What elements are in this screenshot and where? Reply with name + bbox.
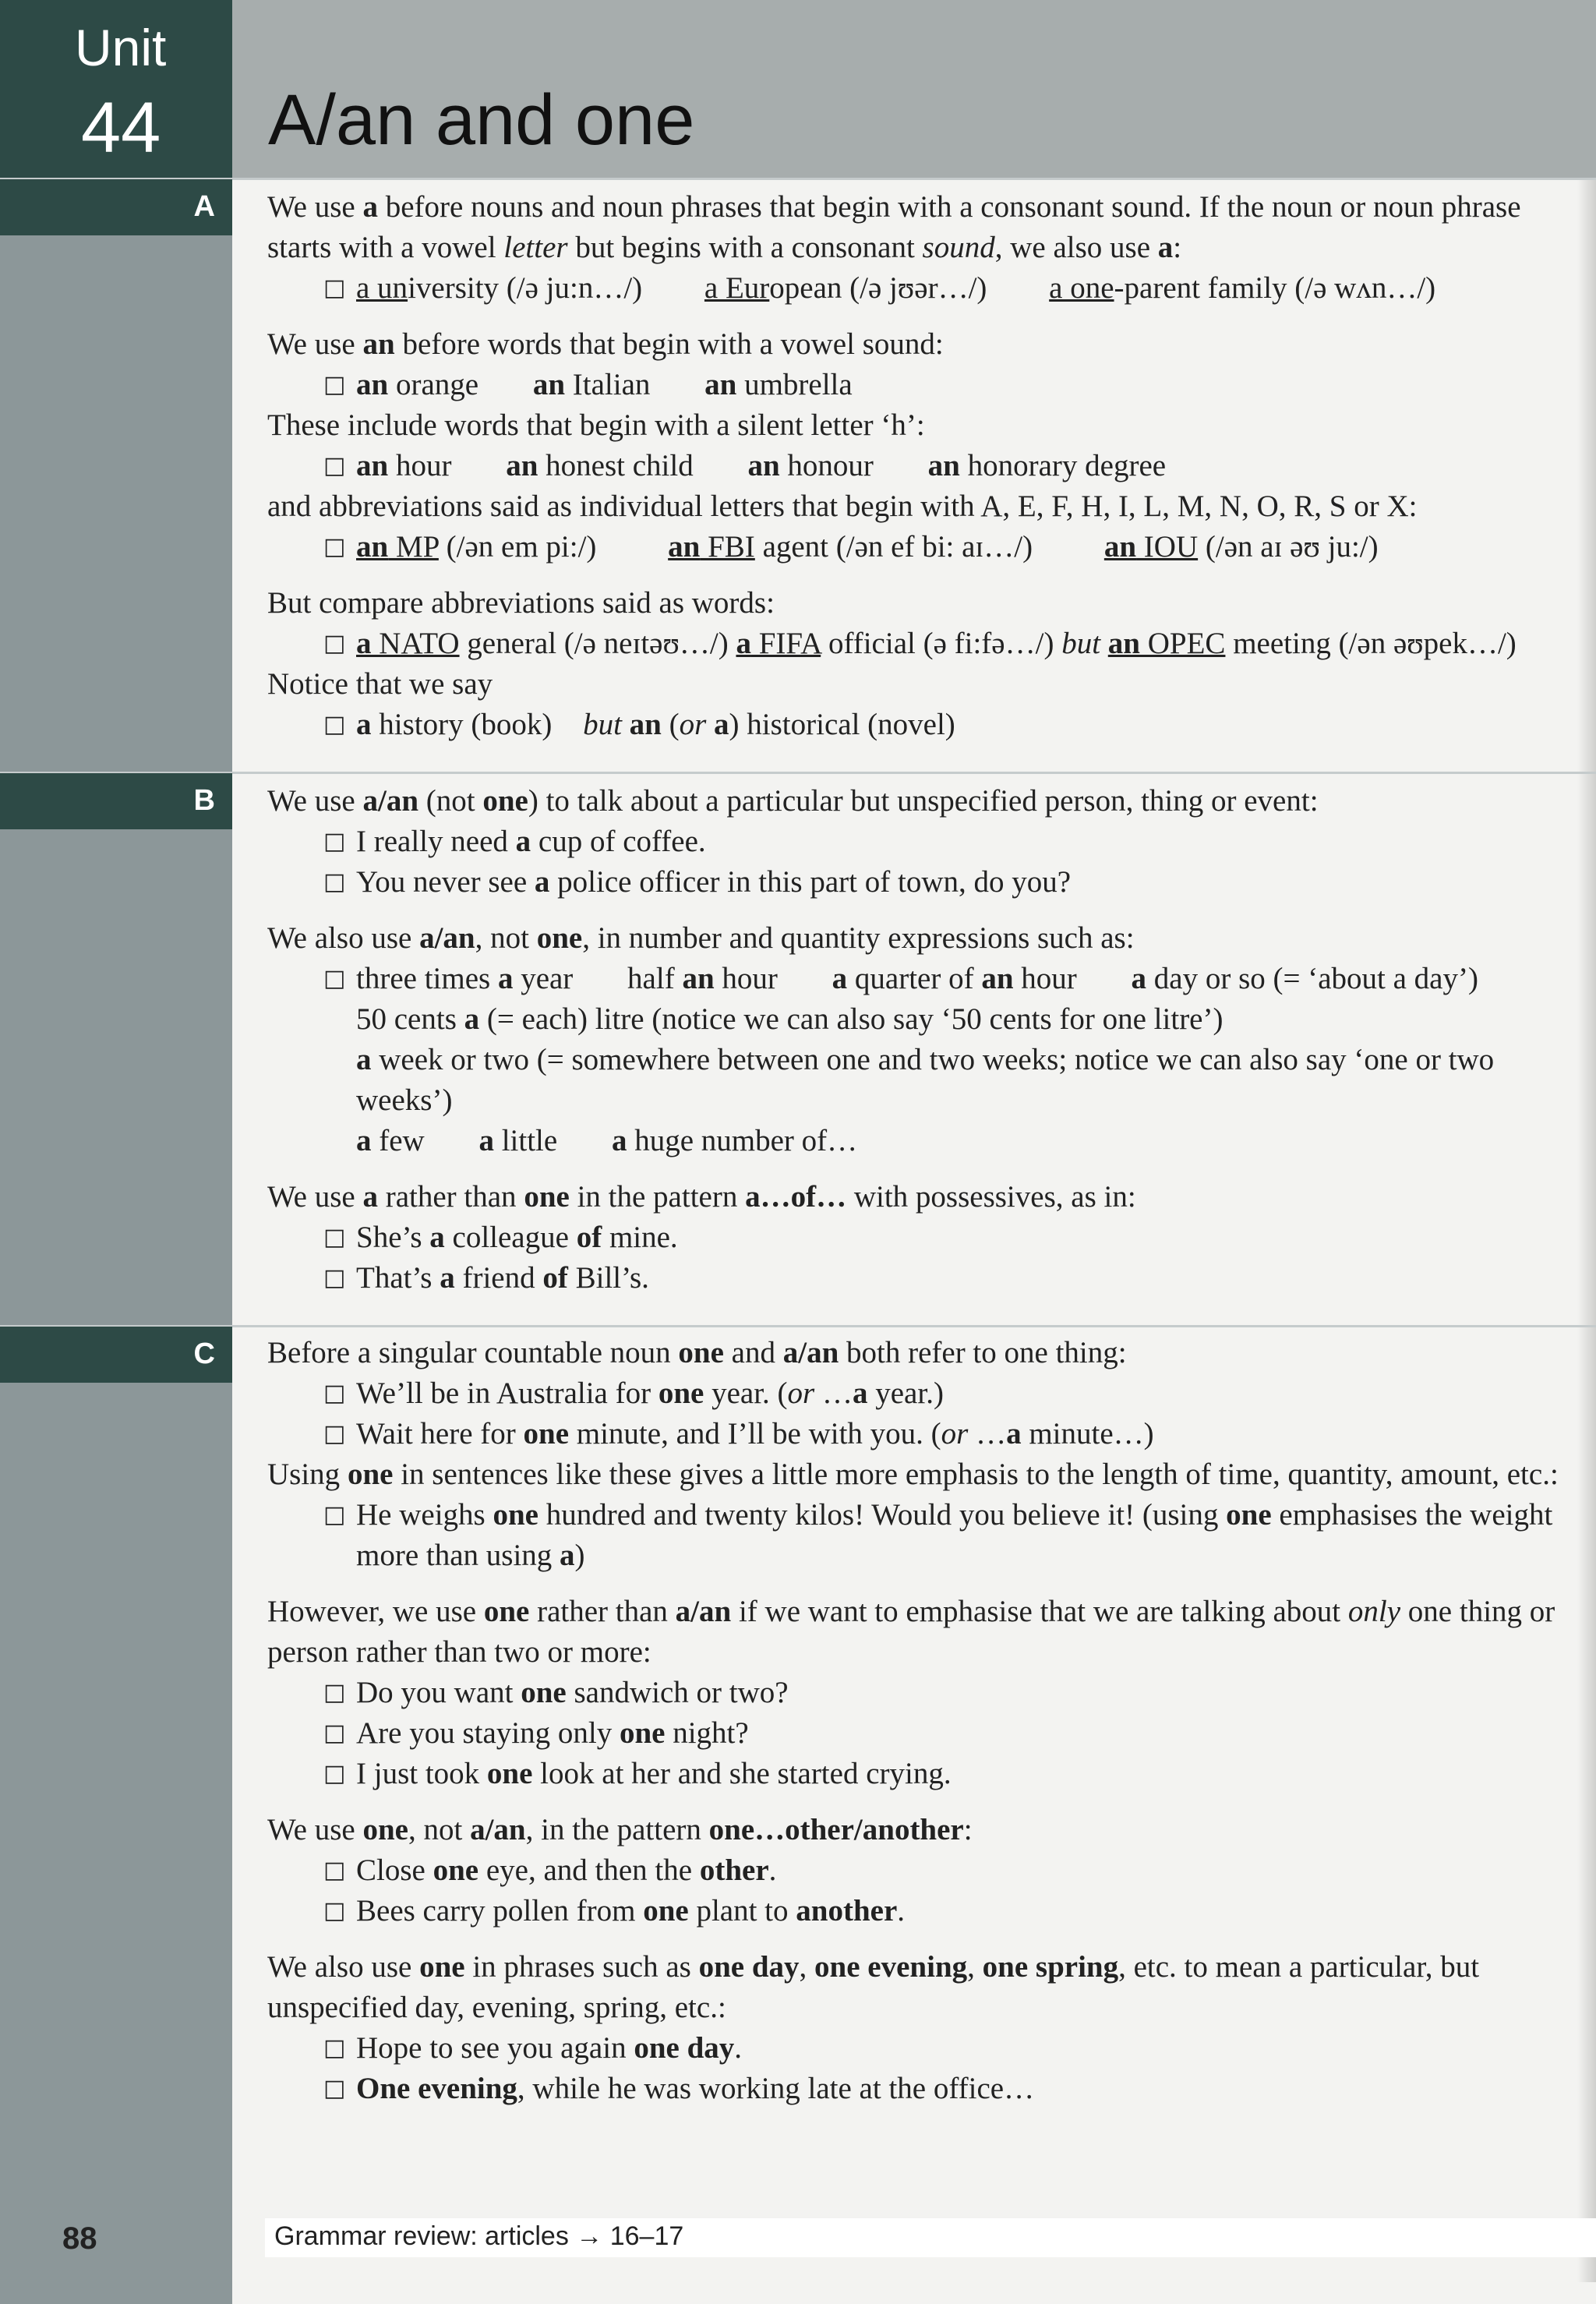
section-divider [0, 772, 1596, 774]
checkbox-icon: □ [323, 452, 346, 479]
section-b-content [267, 781, 1577, 1299]
checkbox-icon: □ [323, 1857, 346, 1884]
paragraph: and abbreviations said as individual letters that begin with A, E, F, H, I, L, M, N, O, R, S or X: [267, 489, 1418, 523]
paragraph: We use one, not a/an, in the pattern one…other/another: [267, 1813, 973, 1846]
checkbox-icon: □ [323, 828, 346, 855]
example-line: □ He weighs one hundred and twenty kilos! Would you believe it! (using one emphasises the weight more than using a) [267, 1495, 1577, 1576]
page-number: 88 [62, 2221, 97, 2256]
example-line: □ We’ll be in Australia for one year. (or …a year.) [267, 1373, 1577, 1414]
paragraph: These include words that begin with a silent letter ‘h’: [267, 408, 925, 442]
example-line: □ I just took one look at her and she started crying. [267, 1754, 1577, 1794]
checkbox-icon: □ [323, 371, 346, 398]
example-line: a week or two (= somewhere between one and two weeks; notice we can also say ‘one or two weeks’) [356, 1043, 1495, 1117]
header-band [232, 0, 1596, 178]
paragraph: Using one in sentences like these gives a little more emphasis to the length of time, quantity, amount, etc.: [267, 1458, 1559, 1491]
example-line: □ a history (book) but an (or a) historical (novel) [267, 705, 1577, 745]
checkbox-icon: □ [323, 1224, 346, 1251]
paragraph: We use a/an (not one) to talk about a particular but unspecified person, thing or event: [267, 784, 1319, 818]
checkbox-icon: □ [323, 965, 346, 992]
example-line: □ Close one eye, and then the other. [267, 1850, 1577, 1891]
paragraph: We also use one in phrases such as one day, one evening, one spring, etc. to mean a particular, but unspecified day, evening, spring, etc.: [267, 1950, 1480, 2024]
section-tab-c [0, 1327, 232, 1383]
example-line: □ Bees carry pollen from one plant to another. [267, 1891, 1577, 1931]
checkbox-icon: □ [323, 1264, 346, 1292]
unit-number: 44 [81, 88, 161, 168]
checkbox-icon: □ [323, 2075, 346, 2102]
cross-reference-link[interactable]: Grammar review: articles → 16–17 [274, 2221, 684, 2251]
example-line: □ She’s a colleague of mine. [267, 1217, 1577, 1258]
paragraph: We use a rather than one in the pattern a…of… with possessives, as in: [267, 1180, 1136, 1214]
paragraph: We use an before words that begin with a vowel sound: [267, 327, 944, 361]
example-line: □ an orange an Italian an umbrella [267, 365, 1577, 405]
checkbox-icon: □ [323, 1501, 346, 1528]
example-line: 50 cents a (= each) litre (notice we can also say ‘50 cents for one litre’) [356, 1002, 1223, 1036]
example-line: □ a NATO general (/ə neɪtəʊ…/) a FIFA official (ə fi:fə…/) but an OPEC meeting (/ən əʊpek…/) [267, 624, 1577, 664]
checkbox-icon: □ [323, 1380, 346, 1407]
checkbox-icon: □ [323, 274, 346, 302]
section-letter: B [193, 784, 215, 817]
example-line: □ One evening, while he was working late at the office… [267, 2069, 1577, 2109]
section-divider [0, 178, 1596, 180]
paragraph: We also use a/an, not one, in number and quantity expressions such as: [267, 921, 1135, 955]
page-edge-shadow [1577, 178, 1596, 2282]
example-line: □ an hour an honest child an honour an honorary degree [267, 446, 1577, 486]
example-line: □ I really need a cup of coffee. [267, 822, 1577, 862]
example-line: □ an MP (/ən em pi:/) an FBI agent (/ən ef bi: aɪ…/) an IOU (/ən aɪ əʊ ju:/) [267, 527, 1577, 567]
section-letter: C [193, 1338, 215, 1370]
checkbox-icon: □ [323, 533, 346, 560]
section-tab-b [0, 773, 232, 829]
checkbox-icon: □ [323, 868, 346, 896]
section-divider [0, 1325, 1596, 1327]
example-line: □ three times a year half an hour a quarter of an hour a day or so (= ‘about a day’) [267, 959, 1577, 999]
paragraph: But compare abbreviations said as words: [267, 586, 775, 620]
example-line: □ Are you staying only one night? [267, 1713, 1577, 1754]
section-tab-a [0, 179, 232, 235]
checkbox-icon: □ [323, 1897, 346, 1924]
left-margin-band [0, 0, 232, 2304]
unit-label: Unit [75, 19, 167, 76]
example-line: □ Wait here for one minute, and I’ll be with you. (or …a minute…) [267, 1414, 1577, 1454]
example-line: □ You never see a police officer in this part of town, do you? [267, 862, 1577, 903]
checkbox-icon: □ [323, 1679, 346, 1706]
example-line: a few a little a huge number of… [356, 1124, 858, 1157]
checkbox-icon: □ [323, 1420, 346, 1447]
paragraph: Before a singular countable noun one and a/an both refer to one thing: [267, 1336, 1127, 1369]
section-a-content [267, 187, 1577, 745]
page-title: A/an and one [268, 80, 695, 160]
checkbox-icon: □ [323, 2034, 346, 2062]
checkbox-icon: □ [323, 1719, 346, 1747]
unit-badge [0, 0, 232, 178]
example-line: □ Hope to see you again one day. [267, 2028, 1577, 2069]
paragraph: We use a before nouns and noun phrases that begin with a consonant sound. If the noun or noun phrase starts with a vowel letter but begins with a consonant sound, we also use a: [267, 190, 1521, 264]
checkbox-icon: □ [323, 1760, 346, 1787]
example-line: □ a university (/ə ju:n…/) a European (/ə jʊər…/) a one-parent family (/ə wʌn…/) [267, 268, 1577, 309]
section-letter: A [193, 190, 215, 223]
paragraph: However, we use one rather than a/an if we want to emphasise that we are talking about only one thing or person rather than two or more: [267, 1595, 1555, 1669]
checkbox-icon: □ [323, 711, 346, 738]
section-c-content [267, 1333, 1577, 2109]
checkbox-icon: □ [323, 630, 346, 657]
example-line: □ Do you want one sandwich or two? [267, 1673, 1577, 1713]
paragraph: Notice that we say [267, 667, 493, 701]
example-line: □ That’s a friend of Bill’s. [267, 1258, 1577, 1299]
